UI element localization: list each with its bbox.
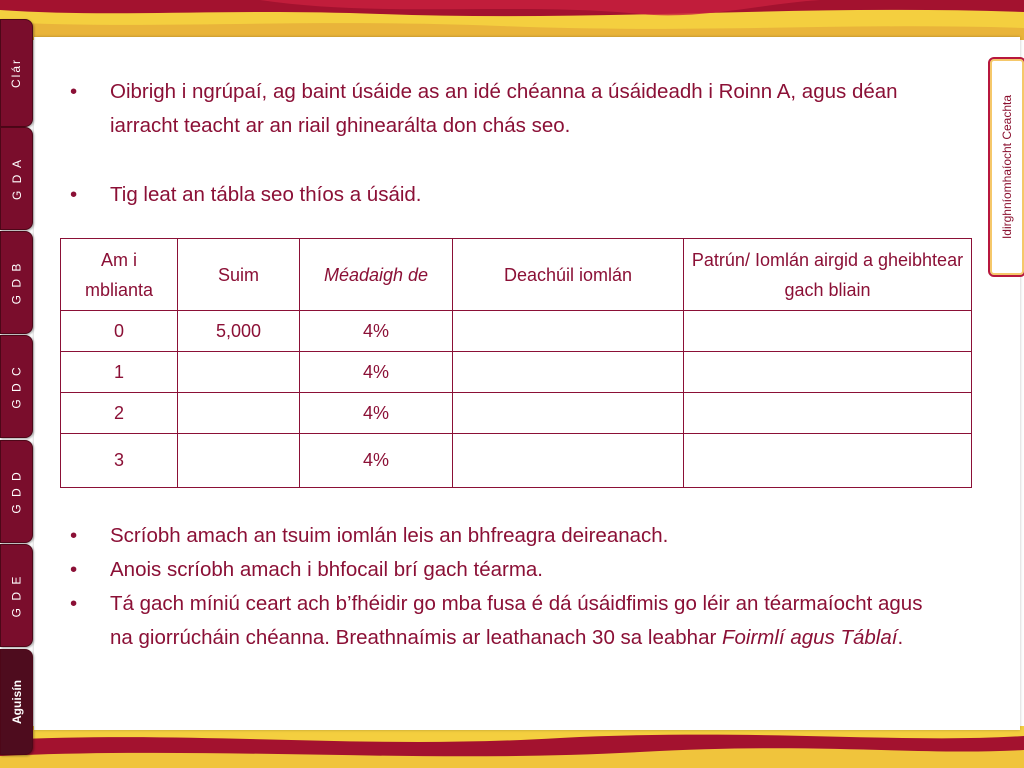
bottom-band-swoosh [0, 726, 1024, 768]
nav-tab-label: G D B [9, 261, 24, 304]
table-cell-empty[interactable] [178, 434, 300, 488]
nav-tab-clar[interactable] [0, 19, 33, 127]
lesson-interaction-tab[interactable] [988, 57, 1024, 277]
table-header-cell: Patrún/ Iomlán airgid a gheibhtear gach bliain [684, 239, 972, 311]
table-header-cell: Deachúil iomlán [453, 239, 684, 311]
table-header-row [61, 239, 972, 311]
table-cell: 1 [61, 352, 178, 393]
bullet-item: • Oibrigh i ngrúpaí, ag baint úsáide as an idé chéanna a úsáideadh i Roinn A, agus déan iarracht teacht ar an riail ghinearálta don chás seo. [70, 75, 950, 143]
table-header-cell: Suim [178, 239, 300, 311]
intro-bullet-list [70, 75, 950, 143]
nav-tab-aguisin[interactable] [0, 649, 33, 755]
table-cell-empty[interactable] [684, 352, 972, 393]
table-cell-empty[interactable] [178, 352, 300, 393]
bullet-text: Tá gach míniú ceart ach b’fhéidir go mba fusa é dá úsáidfimis go léir an téarmaíocht agus na giorrúcháin chéanna. Breathnaímis ar leathanach 30 sa leabhar [110, 592, 923, 649]
bullet-item: • Tig leat an tábla seo thíos a úsáid. [70, 178, 950, 212]
nav-tab-label: G D D [9, 469, 24, 514]
table-cell: 0 [61, 311, 178, 352]
table-cell: 5,000 [178, 311, 300, 352]
table-cell: 4% [300, 393, 453, 434]
nav-tab-label: G D E [9, 574, 24, 617]
nav-tab-gda[interactable] [0, 127, 33, 230]
top-decorative-band [0, 0, 1024, 40]
nav-tab-label: Clár [9, 57, 24, 89]
compound-interest-table [60, 238, 972, 488]
table-cell-empty[interactable] [684, 393, 972, 434]
nav-tab-label: G D A [9, 157, 24, 200]
table-cell: 4% [300, 311, 453, 352]
table-row [61, 434, 972, 488]
table-cell-empty[interactable] [684, 311, 972, 352]
table-cell-empty[interactable] [684, 434, 972, 488]
table-cell: 4% [300, 434, 453, 488]
table-header-cell: Méadaigh de [300, 239, 453, 311]
nav-tab-gde[interactable] [0, 544, 33, 647]
table-cell-empty[interactable] [453, 311, 684, 352]
nav-tab-gdd[interactable] [0, 440, 33, 543]
table-row [61, 311, 972, 352]
table-cell: 2 [61, 393, 178, 434]
table-cell: 3 [61, 434, 178, 488]
top-band-swoosh [0, 0, 1024, 40]
bullet-item: • Anois scríobh amach i bhfocail brí gach téarma. [70, 553, 950, 587]
bottom-decorative-band [0, 726, 1024, 768]
bullet-text-end: . [897, 626, 904, 649]
table-cell-empty[interactable] [453, 352, 684, 393]
bullet-item: • Scríobh amach an tsuim iomlán leis an bhfreagra deireanach. [70, 519, 950, 553]
nav-tab-gdc[interactable] [0, 335, 33, 438]
book-title: Foirmlí agus Táblaí [722, 626, 898, 649]
bottom-bullet-list [70, 519, 950, 655]
nav-tab-label: Aguisín [9, 680, 24, 724]
nav-tab-label: G D C [9, 364, 24, 409]
nav-tab-gdb[interactable] [0, 231, 33, 334]
table-header-cell: Am i mblianta [61, 239, 178, 311]
table-cell-empty[interactable] [453, 434, 684, 488]
table-cell: 4% [300, 352, 453, 393]
bullet-item-reference [70, 587, 950, 655]
table-row [61, 393, 972, 434]
lesson-interaction-label: Idirghníomhaíocht Ceachta [1000, 94, 1014, 240]
table-cell-empty[interactable] [453, 393, 684, 434]
intro-bullet-list-2 [70, 178, 950, 212]
table-row [61, 352, 972, 393]
table-cell-empty[interactable] [178, 393, 300, 434]
